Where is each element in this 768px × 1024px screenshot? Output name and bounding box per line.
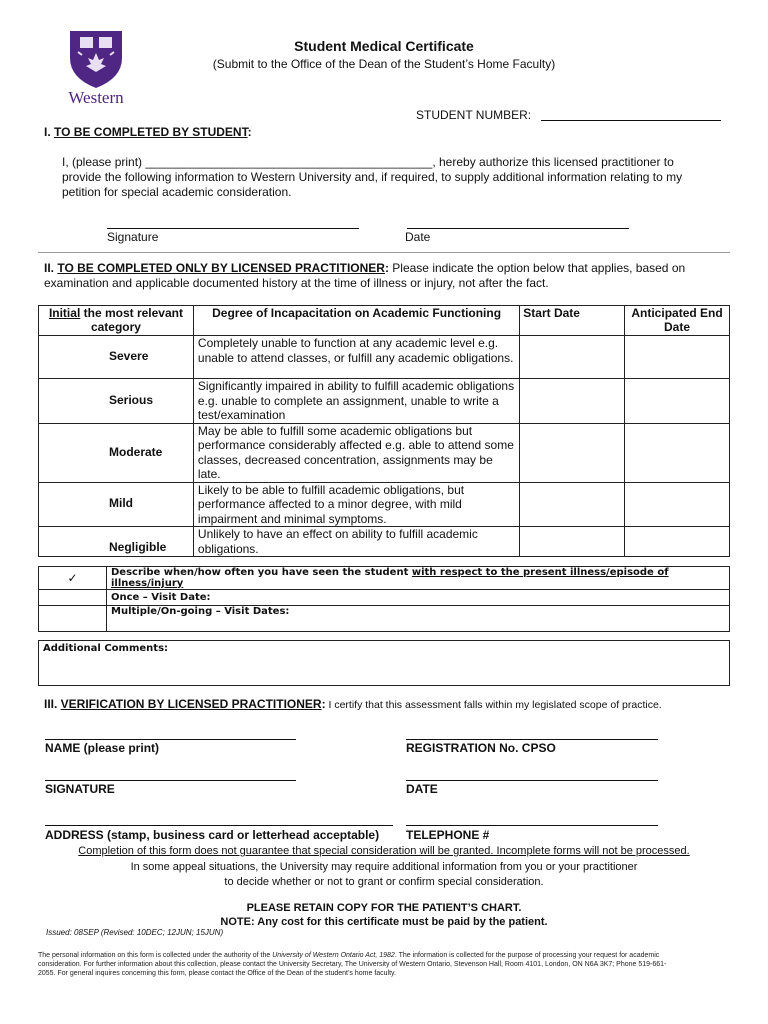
end-date-mild[interactable]: [625, 482, 730, 527]
visit-describe-text: Describe when/how often you have seen the student: [111, 567, 412, 578]
visit-table: [38, 566, 730, 632]
student-date-label: Date: [405, 230, 431, 244]
privacy-footer: [38, 951, 738, 978]
section3-text: I certify that this assessment falls within my legislated scope of practice.: [325, 699, 662, 711]
section1-line3: petition for special academic consideration.: [62, 185, 292, 199]
end-date-severe[interactable]: [625, 336, 730, 379]
visit-describe: [107, 567, 730, 590]
practitioner-signature-field[interactable]: [45, 780, 296, 781]
visit-row-once: [39, 590, 730, 606]
end-date-moderate[interactable]: [625, 423, 730, 482]
description-moderate: May be able to fulfill some academic obligations but performance considerably affected e.g. able to attend some classes, decreased concentration, assignments may be late.: [193, 423, 519, 482]
practitioner-signature-label: SIGNATURE: [45, 782, 115, 796]
student-number-label: STUDENT NUMBER:: [416, 108, 532, 122]
end-date-negligible[interactable]: [625, 527, 730, 557]
visit-row-describe: [39, 567, 730, 590]
address-field[interactable]: [45, 825, 393, 826]
section1-colon: :: [247, 125, 252, 139]
practitioner-date-label: DATE: [406, 782, 438, 796]
end-date-serious[interactable]: [625, 379, 730, 424]
retain-copy-note: PLEASE RETAIN COPY FOR THE PATIENT’S CHART.: [246, 902, 522, 914]
category-serious[interactable]: Serious: [39, 379, 194, 424]
table-row: [39, 379, 730, 424]
section1-line2: provide the following information to Western University and, if required, to supply additional information relating to my: [62, 170, 683, 184]
address-label: ADDRESS (stamp, business card or letterhead acceptable): [45, 828, 380, 842]
start-date-mild[interactable]: [520, 482, 625, 527]
section1-heading: [44, 125, 252, 140]
table-row: [39, 482, 730, 527]
description-negligible: Unlikely to have an effect on ability to fulfill academic obligations.: [193, 527, 519, 557]
appeal-note-line2: to decide whether or not to grant or confirm special consideration.: [224, 876, 544, 888]
privacy-footer-line1c: . The information is collected for the purpose of processing your request for academic: [394, 952, 660, 959]
description-serious: Significantly impaired in ability to fulfill academic obligations e.g. unable to complete an assignment, unable to write a test/examination: [193, 379, 519, 424]
header-end-date: Anticipated End Date: [625, 306, 730, 336]
start-date-negligible[interactable]: [520, 527, 625, 557]
registration-field[interactable]: [406, 739, 658, 740]
page-subtitle: (Submit to the Office of the Dean of the Student’s Home Faculty): [212, 57, 556, 71]
privacy-footer-act: University of Western Ontario Act, 1982: [272, 952, 395, 959]
visit-once-label[interactable]: Once – Visit Date:: [107, 590, 730, 606]
telephone-field[interactable]: [406, 825, 658, 826]
practitioner-name-field[interactable]: [45, 739, 296, 740]
header-initial-word: Initial: [48, 306, 81, 320]
registration-label: REGISTRATION No. CPSO: [406, 741, 556, 755]
section2-intro: [44, 261, 734, 276]
check-multiple-cell[interactable]: [39, 606, 107, 632]
description-severe: Completely unable to function at any academic level e.g. unable to attend classes, or fulfill any academic obligations.: [193, 336, 519, 379]
student-signature-field[interactable]: [107, 228, 359, 229]
privacy-footer-line2: consideration. For further information about this collection, please contact the University Secretary, The University of Western Ontario, Stevenson Hall, Room 4101, London, ON N6A 3K7; Phone 519-661-: [38, 961, 667, 968]
section3-title: VERIFICATION BY LICENSED PRACTITIONER: [60, 697, 322, 711]
header-initial-rest: the most relevant category: [80, 306, 183, 334]
start-date-moderate[interactable]: [520, 423, 625, 482]
start-date-serious[interactable]: [520, 379, 625, 424]
visit-describe-underlined: with respect to the present illness/episode of illness/injury: [111, 567, 669, 589]
start-date-severe[interactable]: [520, 336, 625, 379]
visit-multiple-label[interactable]: Multiple/On-going – Visit Dates:: [107, 606, 730, 632]
table-row: [39, 527, 730, 557]
section1-line1: I, (please print) ___________________________________________, hereby authorize this licensed practitioner to: [62, 155, 674, 169]
table-row: [39, 423, 730, 482]
section2-colon: :: [384, 261, 389, 275]
section1-roman: I.: [44, 125, 55, 139]
category-negligible[interactable]: Negligible: [39, 527, 194, 557]
page-title: Student Medical Certificate: [294, 38, 474, 54]
header-initial: [39, 306, 194, 336]
student-signature-label: Signature: [107, 230, 159, 244]
section2-roman: II.: [44, 261, 58, 275]
header-start-date: Start Date: [520, 306, 625, 336]
category-severe[interactable]: Severe: [39, 336, 194, 379]
privacy-footer-line1: [38, 951, 738, 960]
table-row: [39, 336, 730, 379]
practitioner-date-field[interactable]: [406, 780, 658, 781]
telephone-label: TELEPHONE #: [406, 828, 490, 842]
section3-roman: III.: [44, 697, 61, 711]
appeal-note-line1: In some appeal situations, the University may require additional information from you or your practitioner: [130, 861, 638, 873]
privacy-footer-line1a: The personal information on this form is collected under the authority of the: [38, 952, 273, 959]
student-date-field[interactable]: [407, 228, 629, 229]
header-degree: Degree of Incapacitation on Academic Functioning: [193, 306, 519, 336]
table-header-row: [39, 306, 730, 336]
section2-title: TO BE COMPLETED ONLY BY LICENSED PRACTITIONER: [57, 261, 385, 275]
logo-wordmark: Western: [68, 88, 124, 107]
description-mild: Likely to be able to fulfill academic obligations, but performance affected to a minor degree, with mild impairment and minimal symptoms.: [193, 482, 519, 527]
check-once-cell[interactable]: [39, 590, 107, 606]
incapacitation-table: [38, 305, 730, 557]
visit-row-multiple: [39, 606, 730, 632]
check-mark-icon[interactable]: ✓: [39, 567, 107, 590]
category-moderate[interactable]: Moderate: [39, 423, 194, 482]
completion-note: Completion of this form does not guarantee that special consideration will be granted. Incomplete forms will not be processed.: [78, 845, 690, 857]
issued-note: Issued: 08SEP (Revised: 10DEC; 12JUN; 15JUN): [46, 928, 224, 937]
additional-comments-label: Additional Comments:: [43, 643, 169, 654]
section3-colon: :: [321, 697, 326, 711]
additional-comments-box[interactable]: [38, 640, 730, 686]
student-number-field[interactable]: [541, 120, 721, 121]
cost-note: NOTE: Any cost for this certificate must be paid by the patient.: [220, 916, 548, 928]
practitioner-name-label: NAME (please print): [45, 741, 160, 755]
privacy-footer-line3: 2055. For general inquires concerning this form, please contact the Office of the Dean of the student’s home faculty.: [38, 970, 396, 977]
section2-text2: examination and applicable documented history at the time of illness or injury, not after the fact.: [44, 276, 549, 290]
section-divider: [38, 252, 730, 253]
category-mild[interactable]: Mild: [39, 482, 194, 527]
section3-intro: [44, 697, 662, 713]
section2-text1: Please indicate the option below that applies, based on: [388, 261, 686, 275]
section1-title: TO BE COMPLETED BY STUDENT: [54, 125, 248, 139]
